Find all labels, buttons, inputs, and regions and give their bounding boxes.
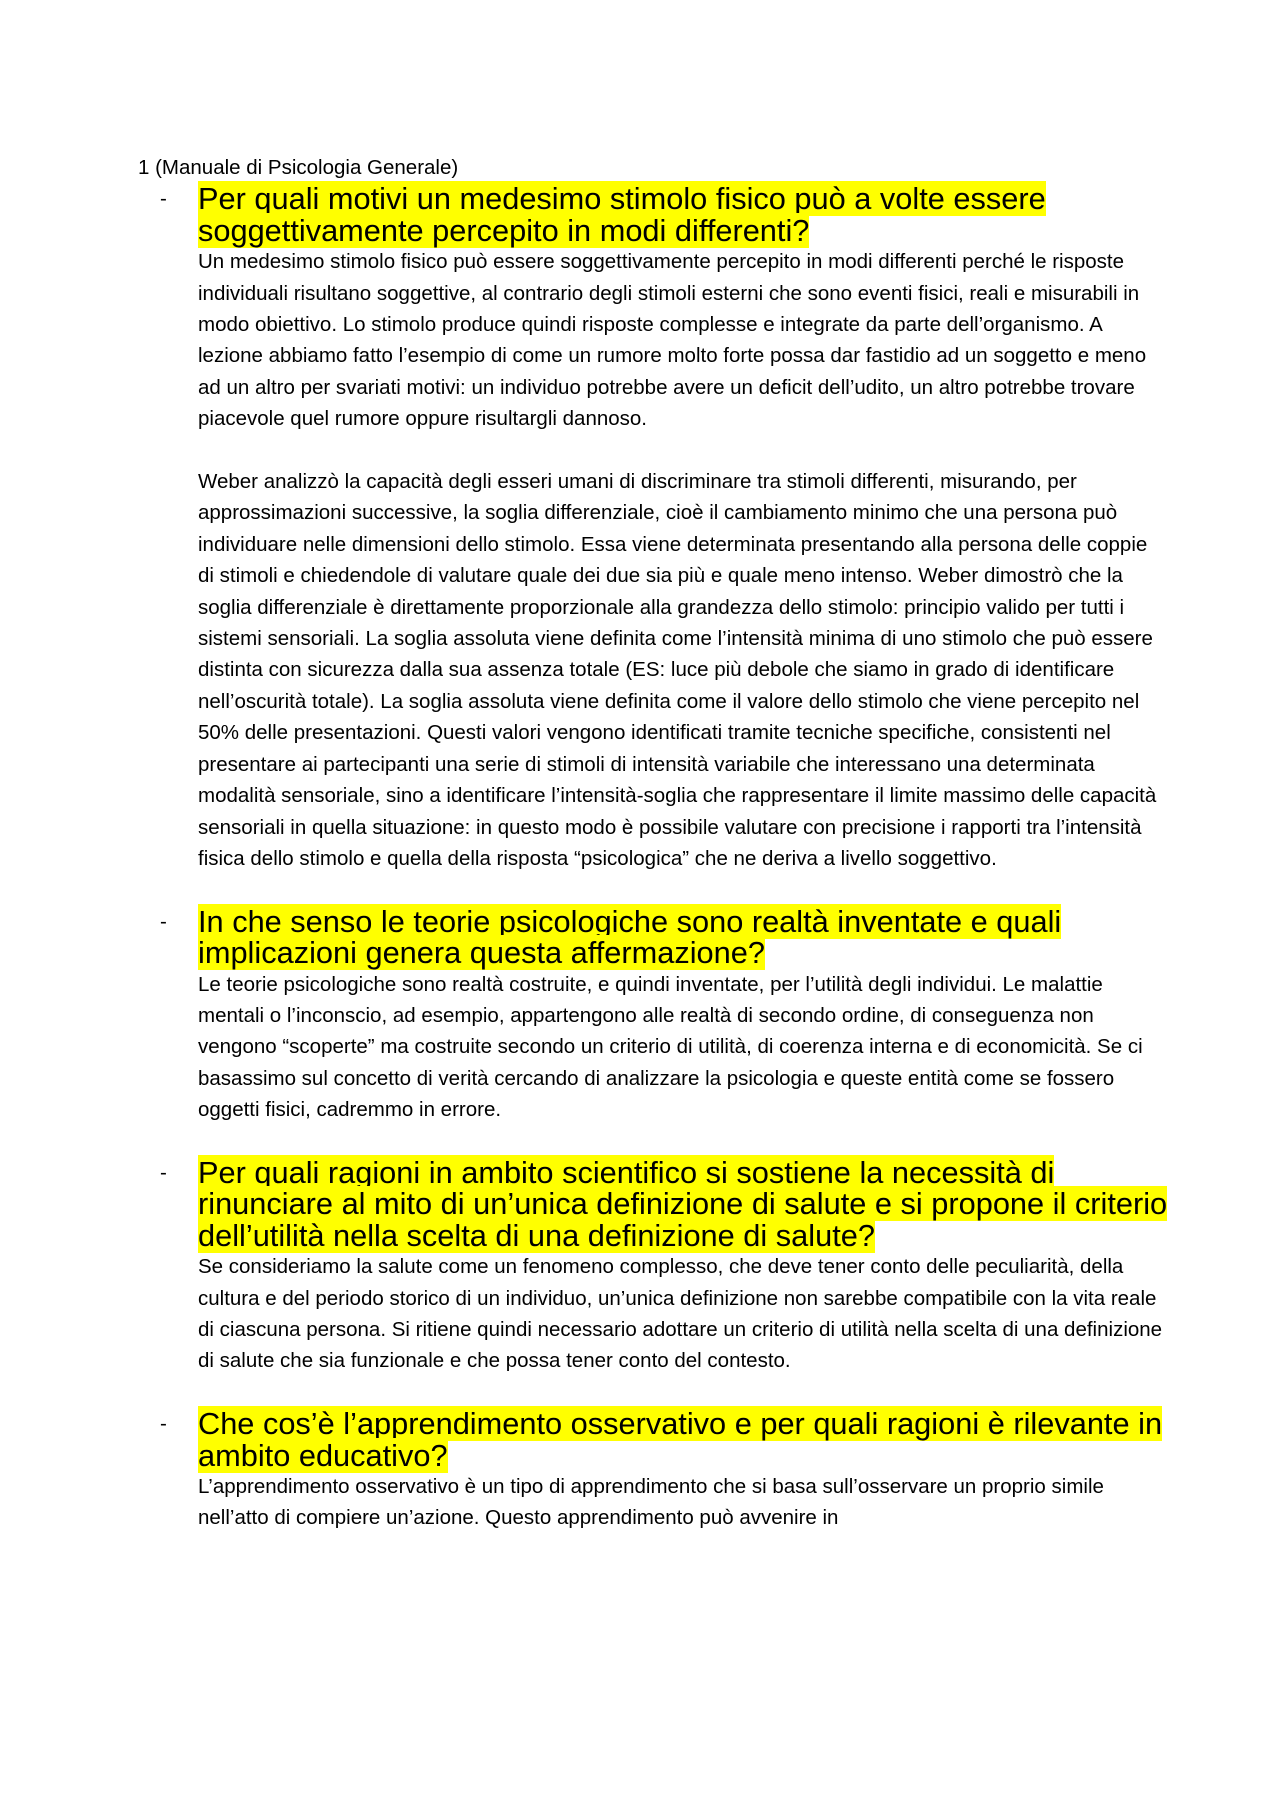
question-highlight: Che cos’è l’apprendimento osservativo e per quali ragioni è rilevante in ambito educativo? bbox=[198, 1406, 1163, 1473]
document-heading: 1 (Manuale di Psicologia Generale) bbox=[138, 156, 459, 179]
qa-item-4 bbox=[138, 1408, 1168, 1534]
question-3 bbox=[198, 1154, 1168, 1253]
bullet-dash: - bbox=[160, 1412, 167, 1436]
question-highlight: Per quali ragioni in ambito scientifico si sostiene la necessità di rinunciare al mito di un’unica definizione di salute e si propone il criterio dell’utilità nella scelta di una definizione di salute? bbox=[198, 1154, 1168, 1253]
question-highlight: Per quali motivi un medesimo stimolo fisico può a volte essere soggettivamente percepito in modi differenti? bbox=[198, 181, 1046, 248]
question-1 bbox=[198, 183, 1168, 246]
answer-paragraph: Un medesimo stimolo fisico può essere soggettivamente percepito in modi differenti perché le risposte individuali risultano soggettive, al contrario degli stimoli esterni che sono eventi fisici, reali e misurabili in modo obiettivo. Lo stimolo produce quindi risposte complesse e integrate da parte dell’organismo. A lezione abbiamo fatto l’esempio di come un rumore molto forte possa dar fastidio ad un soggetto e meno ad un altro per svariati motivi: un individuo potrebbe avere un deficit dell’udito, un altro potrebbe trovare piacevole quel rumore oppure risultargli dannoso. bbox=[198, 250, 1147, 431]
answer-paragraph: Weber analizzò la capacità degli esseri umani di discriminare tra stimoli differenti, misurando, per approssimazioni successive, la soglia differenziale, cioè il cambiamento minimo che una persona può individuare nelle dimensioni dello stimolo. Essa viene determinata presentando alla persona delle coppie di stimoli e chiedendole di valutare quale dei due sia più e quale meno intenso. Weber dimostrò che la soglia differenziale è direttamente proporzionale alla grandezza dello stimolo: principio valido per tutti i sistemi sensoriali. La soglia assoluta viene definita come l’intensità minima di uno stimolo che può essere distinta con sicurezza dalla sua assenza totale (ES: luce più debole che siamo in grado di identificare nell’oscurità totale). La soglia assoluta viene definita come il valore dello stimolo che viene percepito nel 50% delle presentazioni. Questi valori vengono identificati tramite tecniche specifiche, consistenti nel presentare ai partecipanti una serie di stimoli di intensità variabile che interessano una determinata modalità sensoriale, sino a identificare l’intensità-soglia che rappresentare il limite massimo delle capacità sensoriali in quella situazione: in questo modo è possibile valutare con precisione i rapporti tra l’intensità fisica dello stimolo e quella della risposta “psicologica” che ne deriva a livello soggettivo. bbox=[198, 470, 1157, 870]
answer-paragraph: Le teorie psicologiche sono realtà costruite, e quindi inventate, per l’utilità degli individui. Le malattie mentali o l’inconscio, ad esempio, appartengono alle realtà di secondo ordine, di conseguenza non vengono “scoperte” ma costruite secondo un criterio di utilità, di coerenza interna e di economicità. Se ci basassimo sul concetto di verità cercando di analizzare la psicologia e queste entità come se fossero oggetti fisici, cadremmo in errore. bbox=[198, 972, 1143, 1122]
bullet-dash: - bbox=[160, 187, 167, 211]
answer-paragraph: Se consideriamo la salute come un fenomeno complesso, che deve tener conto delle peculiarità, della cultura e del periodo storico di un individuo, un’unica definizione non sarebbe compatibile con la vita reale di ciascuna persona. Si ritiene quindi necessario adottare un criterio di utilità nella scelta di una definizione di salute che sia funzionale e che possa tener conto del contesto. bbox=[198, 1255, 1163, 1373]
question-highlight: In che senso le teorie psicologiche sono realtà inventate e quali implicazioni genera questa affermazione? bbox=[198, 903, 1062, 971]
qa-item-3 bbox=[138, 1154, 1168, 1377]
qa-item-2 bbox=[138, 903, 1168, 1126]
bullet-dash: - bbox=[160, 1160, 167, 1184]
qa-item-1 bbox=[138, 183, 1168, 874]
question-2 bbox=[198, 903, 1168, 971]
document-body bbox=[138, 152, 1168, 1534]
bullet-dash: - bbox=[160, 909, 167, 933]
question-4 bbox=[198, 1408, 1168, 1471]
answer-paragraph: L’apprendimento osservativo è un tipo di apprendimento che si basa sull’osservare un proprio simile nell’atto di compiere un’azione. Questo apprendimento può avvenire in bbox=[198, 1475, 1104, 1530]
